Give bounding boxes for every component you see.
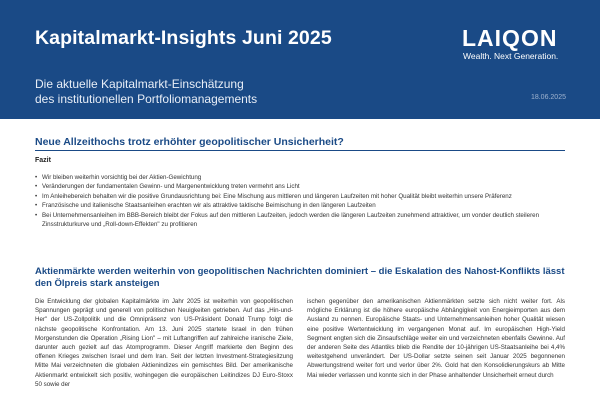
article-column-left: Die Entwicklung der globalen Kapitalmärkte im Jahr 2025 ist weiterhin von geopolitischen Spannungen geprägt und generell von politischen Neuigkeiten getrieben. Auf das „Hin-und-Her" der US-Zollpolitik und die Omnipräsenz von US-Präsident Donald Trump folgt die nächste geopolitische Konfrontation. Am 13. Juni 2025 startete Israel in den frühen Morgenstunden die Operation „Rising Lion" – mit Luftangriffen auf zahlreiche iranische Ziele, darunter auch gezielt auf das Atomprogramm. Dieser Angriff markierte den Beginn des offenen Krieges zwischen Israel und dem Iran. Seit der letzten Investment-Strategiesitzung Mitte Mai verzeichneten die globalen Aktienindizes ein gemischtes Bild. Der amerikanische Aktienmarkt entwickelt sich positiv, wohingegen die europäischen Leitindizes DJ Euro-Stoxx 50 sowie der bbox=[35, 298, 293, 388]
bullet-icon: • bbox=[35, 202, 38, 210]
bullet-icon: • bbox=[35, 174, 38, 181]
report-date: 18.06.2025 bbox=[530, 94, 566, 101]
list-item: • Veränderungen der fundamentalen Gewinn- und Margenentwicklung treten vermehrt ans Licht bbox=[35, 183, 300, 191]
bullet-icon: • bbox=[35, 211, 38, 219]
section-heading-markets: Aktienmärkte werden weiterhin von geopolitischen Nachrichten dominiert – die Eskalation des Nahost-Konflikts lässt den Ölpreis stark ansteigen bbox=[35, 266, 565, 289]
section-heading-outlook: Neue Allzeithochs trotz erhöhter geopolitischer Unsicherheit? bbox=[35, 136, 344, 148]
list-item: • Bei Unternehmensanleihen im BBB-Bereich bleibt der Fokus auf den mittleren Laufzeiten, jedoch werden die längeren Laufzeiten zunehmend attraktiver, um vonder deutlich steileren Zinsstrukturkurve und „Roll-down-Effekten" zu profitieren bbox=[35, 211, 540, 229]
list-item: • Wir bleiben weiterhin vorsichtig bei der Aktien-Gewichtung bbox=[35, 174, 202, 181]
report-subtitle bbox=[35, 77, 257, 107]
bullet-icon: • bbox=[35, 192, 38, 200]
article-column-right: ischen gegenüber den amerikanischen Aktienmärkten setzte sich nicht weiter fort. Als mögliche Erklärung ist die höhere europäische Abhängigkeit von Energieimporten aus dem Ausland zu nennen. Europäische Staats- und Unternehmensanleihen hoher Qualität wiesen eine positive Wertentwicklung im vergangenen Monat auf. Im europäischen High-Yield Segment engten sich die Zinsaufschläge weiter ein und verzeichneten ebenfalls Gewinne. Auf der anderen Seite des Atlantiks blieb die Rendite der 10-jährigen US-Staatsanleihe bei 4,4% weitestgehend unverändert. Der US-Dollar setzte seinen seit Januar 2025 begonnenen Abwertungstrend weiter fort und verlor über 2%. Gold hat den Konsolidierungskurs ab Mitte Mai wieder verlassen und konnte sich in der Phase anhaltender Unsicherheit erneut durch bbox=[307, 298, 565, 379]
report-header bbox=[0, 0, 600, 119]
fazit-bullet-list bbox=[35, 173, 565, 229]
subtitle-line-1: Die aktuelle Kapitalmarkt-Einschätzung bbox=[35, 77, 244, 91]
report-title: Kapitalmarkt-Insights Juni 2025 bbox=[35, 27, 332, 49]
list-item: • Französische und italienische Staatsanleihen erachten wir als attraktive taktische Beimischung in den längeren Laufzeiten bbox=[35, 202, 376, 210]
section-divider bbox=[35, 150, 565, 151]
company-tagline: Wealth. Next Generation. bbox=[463, 51, 559, 61]
fazit-label: Fazit bbox=[35, 157, 51, 164]
report-body bbox=[0, 119, 600, 400]
list-item: • Im Anleihebereich behalten wir die positive Grundausrichtung bei: Eine Mischung aus mittleren und längeren Laufzeiten mit hoher Qualität bleibt weiterhin unsere Präferenz bbox=[35, 192, 512, 200]
bullet-icon: • bbox=[35, 183, 38, 191]
company-logo: LAIQON bbox=[462, 25, 558, 51]
subtitle-line-2: des institutionellen Portfoliomanagements bbox=[35, 92, 258, 106]
